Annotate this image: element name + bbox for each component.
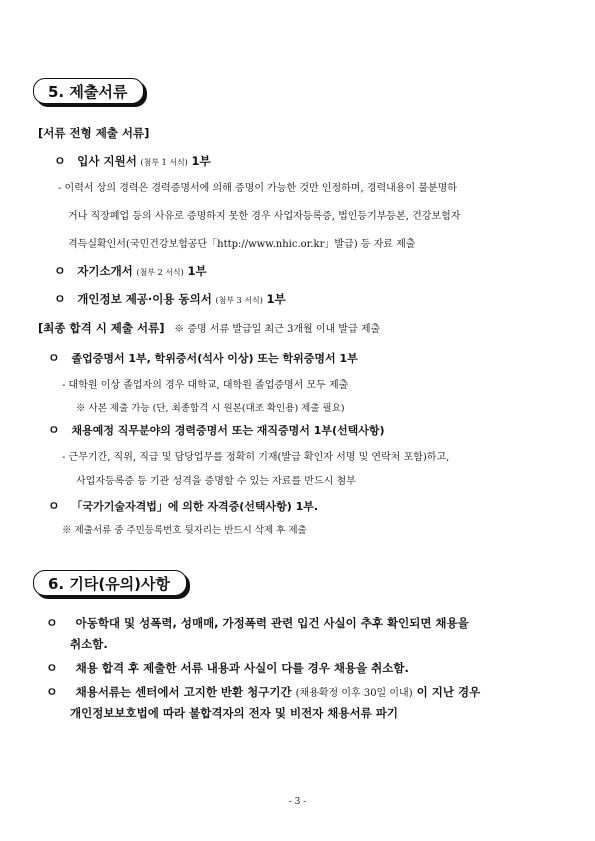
list-item <box>46 614 469 631</box>
bullet-circle-icon: ㅇ <box>46 685 58 699</box>
footnote: ※ 제출서류 중 주민등록번호 뒷자리는 반드시 삭제 후 제출 <box>62 525 307 536</box>
item-desc-line: 격득실확인서(국민건강보험공단「http://www.nhic.or.kr」발급) 등 자료 제출 <box>68 239 416 250</box>
list-item <box>46 683 480 700</box>
item-count: 1부 <box>266 292 286 306</box>
item-desc-line: 사업자등록증 등 기관 성격을 증명할 수 있는 자료를 반드시 첨부 <box>76 476 356 487</box>
bullet-circle-icon: ㅇ <box>46 661 58 675</box>
item-note-line: ※ 사본 제출 가능 (단, 최종합격 시 원본(대조 확인용) 제출 필요) <box>76 403 345 414</box>
item-continuation: 취소함. <box>70 637 108 651</box>
item-label: 자기소개서 <box>77 264 133 278</box>
item-text: 채용 합격 후 제출한 서류 내용과 사실이 다를 경우 채용을 취소함. <box>75 661 409 675</box>
item-desc-line: - 대학원 이상 졸업자의 경우 대학교, 대학원 졸업증명서 모두 제출 <box>62 380 349 391</box>
item-count: 1부 <box>191 154 211 168</box>
item-desc-line: 거나 직장폐업 등의 사유로 증명하지 못한 경우 사업자등록증, 법인등기부등본, 건강보험자 <box>68 211 461 222</box>
bullet-circle-icon: ㅇ <box>54 154 66 168</box>
item-note: (채용확정 이후 30일 이내) <box>295 688 413 699</box>
section-5-title: 5. 제출서류 <box>48 82 128 101</box>
bullet-circle-icon: ㅇ <box>46 616 58 630</box>
final-pass-header-note: ※ 증명 서류 발급일 최근 3개월 이내 발급 제출 <box>174 324 381 335</box>
final-pass-header-row <box>38 320 380 336</box>
list-item <box>48 421 385 438</box>
list-item <box>54 152 211 169</box>
bullet-circle-icon: ㅇ <box>54 292 66 306</box>
item-text: 채용예정 직무분야의 경력증명서 또는 재직증명서 1부(선택사항) <box>71 424 385 437</box>
item-text: 아동학대 및 성폭력, 성매매, 가정폭력 관련 입건 사실이 추후 확인되면 채용을 <box>75 616 469 630</box>
item-label: 입사 지원서 <box>77 154 137 168</box>
item-text: 채용서류는 센터에서 고지한 반환 청구기간 <box>75 685 292 699</box>
bullet-circle-icon: ㅇ <box>54 264 66 278</box>
list-item <box>48 349 358 366</box>
list-item <box>48 497 318 514</box>
item-note: (첨부 2 서식) <box>136 268 184 277</box>
bullet-circle-icon: ㅇ <box>48 423 60 437</box>
item-label: 개인정보 제공·이용 동의서 <box>77 292 212 306</box>
item-text: 「국가기술자격법」에 의한 자격증(선택사항) 1부. <box>71 500 319 513</box>
list-item <box>54 290 286 307</box>
page-number: - 3 - <box>288 797 307 807</box>
item-continuation: 개인정보보호법에 따라 불합격자의 전자 및 비전자 채용서류 파기 <box>70 706 398 720</box>
item-note: (첨부 3 서식) <box>215 296 263 305</box>
bullet-circle-icon: ㅇ <box>48 499 60 513</box>
doc-screening-header: [서류 전형 제출 서류] <box>38 126 150 140</box>
item-desc-line: - 이력서 상의 경력은 경력증명서에 의해 증명이 가능한 것만 인정하며, 경력내용이 불분명하 <box>58 183 457 194</box>
list-item <box>54 262 207 279</box>
bullet-circle-icon: ㅇ <box>48 351 60 365</box>
section-5-heading <box>33 78 144 104</box>
item-note: (첨부 1 서식) <box>140 158 188 167</box>
item-count: 1부 <box>187 264 207 278</box>
list-item <box>46 659 409 676</box>
section-6-heading <box>33 570 187 596</box>
section-6-title: 6. 기타(유의)사항 <box>48 574 171 593</box>
item-text-post: 이 지난 경우 <box>416 685 481 699</box>
item-desc-line: - 근무기간, 직위, 직급 및 담당업무를 정확히 기재(발급 확인자 서명 및 연락처 포함)하고, <box>62 452 450 463</box>
item-text: 졸업증명서 1부, 학위증서(석사 이상) 또는 학위증명서 1부 <box>71 352 358 365</box>
final-pass-header: [최종 합격 시 제출 서류] <box>38 321 165 335</box>
